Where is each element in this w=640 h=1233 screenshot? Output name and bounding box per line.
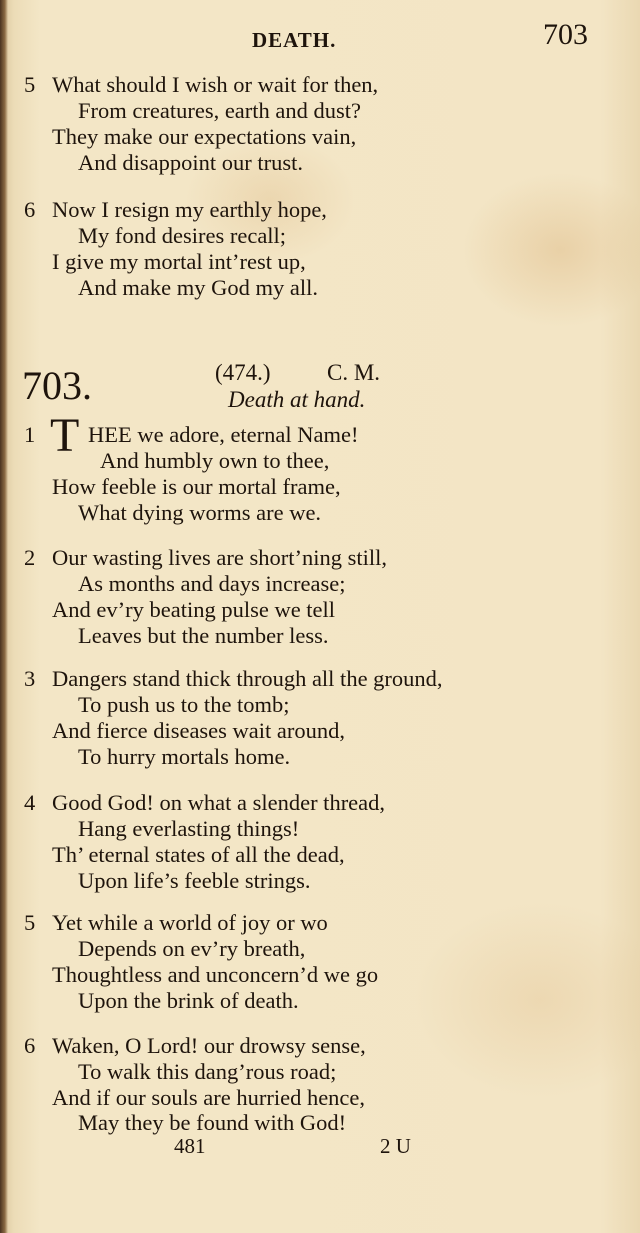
signature-mark: 2 U (380, 1134, 411, 1158)
verse-line: Yet while a world of joy or wo (52, 910, 328, 935)
verse-line: Good God! on what a slender thread, (52, 790, 386, 815)
running-header-title: DEATH. (252, 28, 337, 52)
verse-line: And humbly own to thee, (100, 448, 330, 473)
hymn-number: 703. (22, 363, 92, 408)
verse-line: Waken, O Lord! our drowsy sense, (52, 1033, 366, 1058)
hymn-subtitle: Death at hand. (228, 387, 366, 412)
verse-line: They make our expectations vain, (52, 124, 357, 149)
footer-page-number: 481 (174, 1134, 206, 1158)
verse-line: What dying worms are we. (78, 500, 322, 525)
verse-number: 2 (24, 545, 36, 570)
verse-line: To push us to the tomb; (78, 692, 290, 717)
verse-line: HEE we adore, eternal Name! (88, 422, 359, 447)
verse-line: Our wasting lives are short’ning still, (52, 545, 387, 570)
hymn-reference: (474.) (215, 360, 271, 385)
verse-line: As months and days increase; (78, 571, 346, 596)
book-spine-shadow (0, 0, 8, 1233)
verse-line: What should I wish or wait for then, (52, 72, 379, 97)
verse-line: Th’ eternal states of all the dead, (52, 842, 345, 867)
verse-number: 4 (24, 790, 36, 815)
verse-line: Now I resign my earthly hope, (52, 197, 327, 222)
verse-line: And make my God my all. (78, 275, 318, 300)
verse-line: From creatures, earth and dust? (78, 98, 362, 123)
verse-line: May they be found with God! (78, 1110, 347, 1135)
verse-number: 3 (24, 666, 36, 691)
verse-line: And fierce diseases wait around, (52, 718, 346, 743)
verse-number: 6 (24, 197, 36, 222)
verse-line: Leaves but the number less. (78, 623, 329, 648)
verse-line: Hang everlasting things! (78, 816, 300, 841)
page-number: 703 (543, 18, 588, 51)
verse-line: And ev’ry beating pulse we tell (52, 597, 336, 622)
verse-line: Upon life’s feeble strings. (78, 868, 311, 893)
verse-number: 5 (24, 910, 36, 935)
verse-line: Dangers stand thick through all the ground, (52, 666, 443, 691)
verse-number: 5 (24, 72, 36, 97)
verse-line: Thoughtless and unconcern’d we go (52, 962, 379, 987)
verse-line: I give my mortal int’rest up, (52, 249, 306, 274)
verse-line: And if our souls are hurried hence, (52, 1085, 366, 1110)
verse-number: 1 (24, 422, 36, 447)
verse-line: To walk this dang’rous road; (78, 1059, 337, 1084)
verse-line: How feeble is our mortal frame, (52, 474, 341, 499)
hymn-meter: C. M. (327, 360, 381, 385)
verse-line: Depends on ev’ry breath, (78, 936, 306, 961)
drop-cap: T (50, 409, 80, 462)
verse-line: Upon the brink of death. (78, 988, 299, 1013)
verse-line: To hurry mortals home. (78, 744, 291, 769)
verse-number: 6 (24, 1033, 36, 1058)
verse-line: And disappoint our trust. (78, 150, 303, 175)
verse-line: My fond desires recall; (78, 223, 287, 248)
